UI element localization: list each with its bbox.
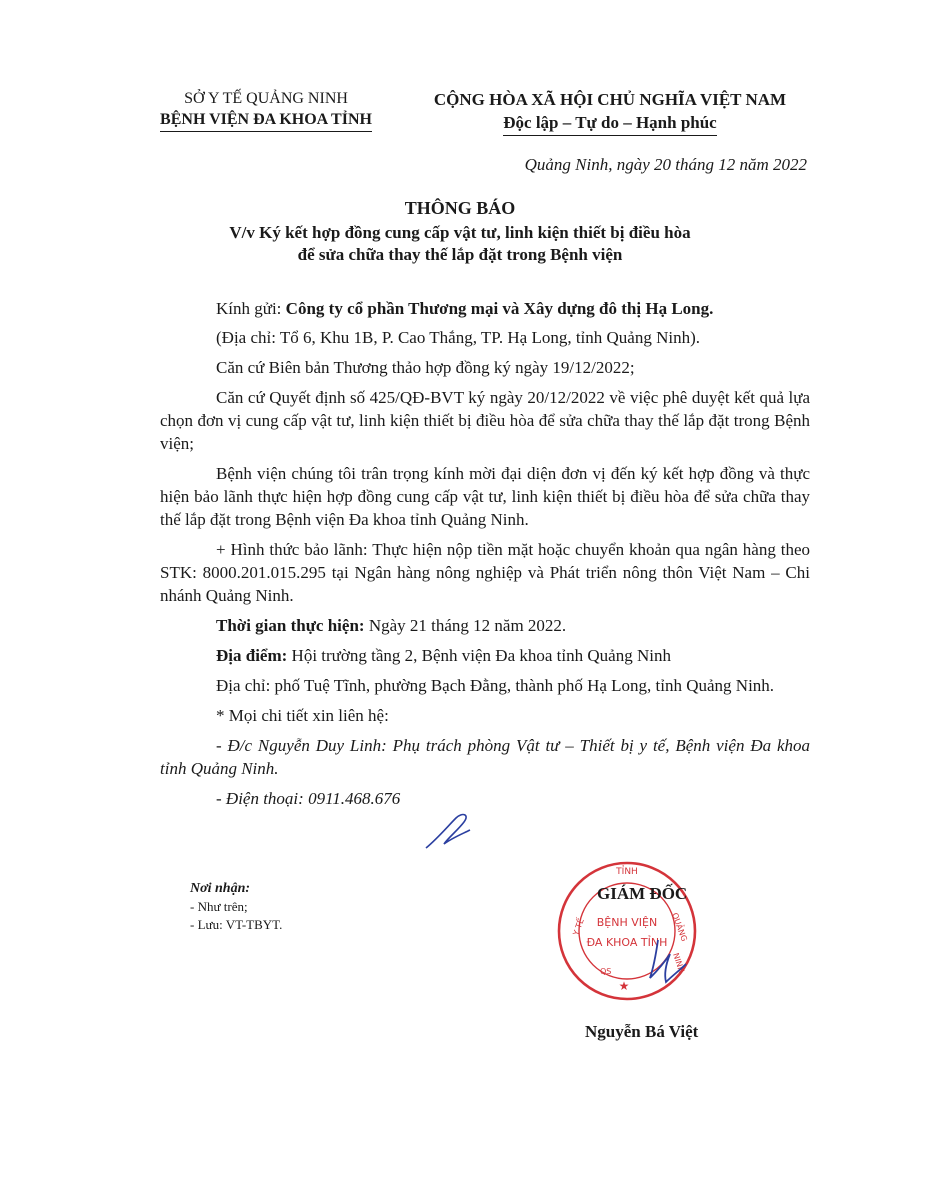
document-date: Quảng Ninh, ngày 20 tháng 12 năm 2022 <box>524 155 807 174</box>
svg-text:QUẢNG: QUẢNG <box>670 911 689 943</box>
recipient-item: - Như trên; <box>190 899 248 914</box>
recipients-label: Nơi nhận: <box>190 881 251 896</box>
basis-decision: Căn cứ Quyết định số 425/QĐ-BVT ký ngày 20/12/2022 về việc phê duyệt kết quả lựa chọn đơn vị cung cấp vật tư, linh kiện thiết bị điều hòa để sửa chữa thay thế lắp đặt trong Bệnh viện; <box>160 388 810 453</box>
recipients-block <box>190 880 282 934</box>
seal-line-2: ĐA KHOA TỈNH <box>586 936 668 949</box>
svg-text:NINH: NINH <box>671 951 686 974</box>
place-value: Hội trường tầng 2, Bệnh viện Đa khoa tỉnh Quảng Ninh <box>287 646 671 665</box>
time-value: Ngày 21 tháng 12 năm 2022. <box>364 616 567 635</box>
svg-text:QS: QS <box>600 967 612 976</box>
contact-intro: * Mọi chi tiết xin liên hệ: <box>216 706 389 725</box>
issuer-hospital: BỆNH VIỆN ĐA KHOA TỈNH <box>160 109 372 132</box>
national-motto: Độc lập – Tự do – Hạnh phúc <box>503 111 716 136</box>
national-heading <box>400 88 820 136</box>
place-address: Địa chỉ: phố Tuệ Tĩnh, phường Bạch Đằng, thành phố Hạ Long, tỉnh Quảng Ninh. <box>216 676 775 695</box>
signature-scribble <box>640 930 700 990</box>
initial-scribble <box>418 808 478 856</box>
seal-top-text: TỈNH <box>616 867 638 877</box>
time-line <box>160 614 810 637</box>
svg-text:Y TẾ: Y TẾ <box>571 917 586 937</box>
svg-text:★: ★ <box>618 979 630 993</box>
greeting-label: Kính gửi: <box>216 299 286 318</box>
signatory-name: Nguyễn Bá Việt <box>585 1022 699 1041</box>
national-title: CỘNG HÒA XÃ HỘI CHỦ NGHĨA VIỆT NAM <box>433 90 787 109</box>
place-label: Địa điểm: <box>216 646 288 665</box>
document-subject <box>150 222 770 266</box>
time-label: Thời gian thực hiện: <box>216 616 365 635</box>
place-line <box>160 644 810 667</box>
issuer-block <box>130 88 402 132</box>
greeting-recipient: Công ty cổ phần Thương mại và Xây dựng đô thị Hạ Long. <box>285 299 714 318</box>
recipient-address: (Địa chỉ: Tổ 6, Khu 1B, P. Cao Thắng, TP. Hạ Long, tỉnh Quảng Ninh). <box>216 328 701 347</box>
subject-line-1: V/v Ký kết hợp đồng cung cấp vật tư, linh kiện thiết bị điều hòa <box>229 223 691 242</box>
contact-phone: - Điện thoại: 0911.468.676 <box>216 789 401 808</box>
guarantee-paragraph: + Hình thức bảo lãnh: Thực hiện nộp tiền mặt hoặc chuyển khoản qua ngân hàng theo STK: 8000.201.015.295 tại Ngân hàng nông nghiệp và Phát triển nông thôn Việt Nam – Chi nhánh Quảng Ninh. <box>160 540 810 605</box>
signatory-title: GIÁM ĐỐC <box>597 884 688 903</box>
issuer-department: SỞ Y TẾ QUẢNG NINH <box>184 90 348 107</box>
document-body <box>160 297 810 810</box>
greeting <box>160 297 810 320</box>
subject-line-2: để sửa chữa thay thế lắp đặt trong Bệnh viện <box>297 245 623 264</box>
seal-line-1: BỆNH VIỆN <box>596 916 658 929</box>
invitation-paragraph: Bệnh viện chúng tôi trân trọng kính mời đại diện đơn vị đến ký kết hợp đồng và thực hiện bảo lãnh thực hiện hợp đồng cung cấp vật tư, linh kiện thiết bị điều hòa để sửa chữa thay thế lắp đặt trong Bệnh viện Đa khoa tỉnh Quảng Ninh. <box>160 464 810 529</box>
recipient-item: - Lưu: VT-TBYT. <box>190 917 283 932</box>
document-title: THÔNG BÁO <box>404 198 516 218</box>
contact-person: - Đ/c Nguyễn Duy Linh: Phụ trách phòng Vật tư – Thiết bị y tế, Bệnh viện Đa khoa tỉnh Quảng Ninh. <box>160 736 810 778</box>
basis-minutes: Căn cứ Biên bản Thương thảo hợp đồng ký ngày 19/12/2022; <box>216 358 635 377</box>
